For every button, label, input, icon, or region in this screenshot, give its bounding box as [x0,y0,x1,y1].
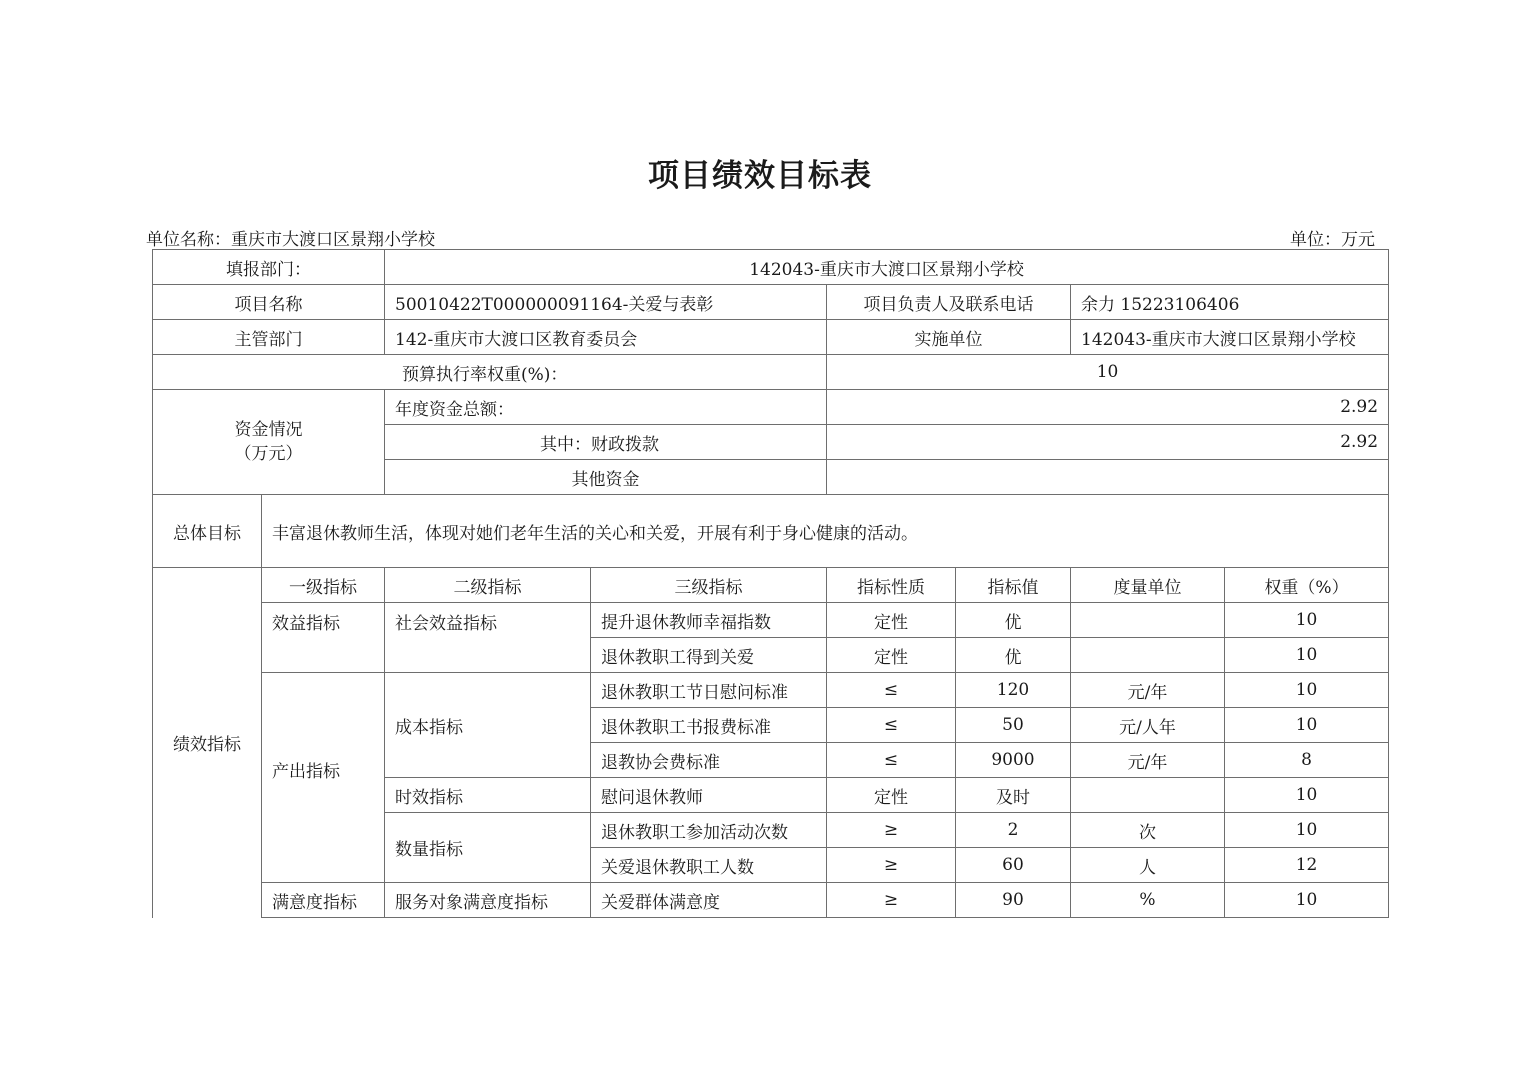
indicator-unit: 元/人年 [1071,708,1225,743]
level1-satisfaction: 满意度指标 [262,883,385,918]
goal-text: 丰富退休教师生活，体现对她们老年生活的关心和关爱，开展有利于身心健康的活动。 [262,495,1389,568]
indicator-value: 50 [956,708,1071,743]
indicator-weight: 10 [1225,883,1389,918]
goal-label: 总体目标 [153,495,262,568]
leader-label: 项目负责人及联系电话 [827,285,1071,320]
funds-label-line1: 资金情况 [234,420,303,440]
indicator-name: 提升退休教师幸福指数 [591,603,827,638]
indicator-nature: 定性 [827,603,956,638]
budget-rate-value: 10 [827,355,1389,390]
indicator-nature: ≤ [827,673,956,708]
indicator-name: 退休教职工书报费标准 [591,708,827,743]
indicator-unit: 次 [1071,813,1225,848]
supervisor-value: 142-重庆市大渡口区教育委员会 [385,320,827,355]
budget-rate-row [153,355,1389,390]
table-row [153,603,1389,638]
dept-row [153,250,1389,285]
funds-label [153,390,385,495]
indicator-value: 60 [956,848,1071,883]
funds-other-label: 其他资金 [385,460,827,495]
perf-header-row [153,568,1389,603]
goal-row [153,495,1389,568]
funds-total-label: 年度资金总额： [385,390,827,425]
indicator-unit [1071,778,1225,813]
indicator-weight: 10 [1225,778,1389,813]
funds-fiscal-value: 2.92 [827,425,1389,460]
perf-label: 绩效指标 [153,568,262,918]
indicator-weight: 10 [1225,708,1389,743]
level2-social: 社会效益指标 [385,603,591,673]
level2-quantity: 数量指标 [385,813,591,883]
perf-header-level3: 三级指标 [591,568,827,603]
funds-label-line2: （万元） [234,444,303,464]
funds-total-row [153,390,1389,425]
unit-name: 单位名称：重庆市大渡口区景翔小学校 [146,230,435,250]
dept-value: 142043-重庆市大渡口区景翔小学校 [385,250,1389,285]
indicator-value: 优 [956,603,1071,638]
level2-service: 服务对象满意度指标 [385,883,591,918]
perf-header-weight: 权重（%） [1225,568,1389,603]
indicator-value: 9000 [956,743,1071,778]
indicator-nature: 定性 [827,778,956,813]
indicator-nature: ≥ [827,813,956,848]
project-row [153,285,1389,320]
funds-fiscal-label: 其中：财政拨款 [385,425,827,460]
level1-output: 产出指标 [262,673,385,883]
supervisor-label: 主管部门 [153,320,385,355]
indicator-name: 关爱群体满意度 [591,883,827,918]
supervisor-row [153,320,1389,355]
indicator-nature: 定性 [827,638,956,673]
indicator-unit: 人 [1071,848,1225,883]
performance-target-table [152,249,1389,918]
indicator-unit: 元/年 [1071,673,1225,708]
currency-unit: 单位：万元 [1290,230,1375,250]
level2-time: 时效指标 [385,778,591,813]
project-name-label: 项目名称 [153,285,385,320]
indicator-unit [1071,603,1225,638]
table-row [153,883,1389,918]
indicator-name: 退休教职工节日慰问标准 [591,673,827,708]
budget-rate-label: 预算执行率权重(%)： [153,355,827,390]
leader-value: 余力 15223106406 [1071,285,1389,320]
indicator-nature: ≤ [827,743,956,778]
indicator-weight: 10 [1225,673,1389,708]
indicator-name: 退教协会费标准 [591,743,827,778]
indicator-value: 120 [956,673,1071,708]
indicator-nature: ≥ [827,848,956,883]
perf-header-unit: 度量单位 [1071,568,1225,603]
indicator-weight: 10 [1225,638,1389,673]
indicator-weight: 12 [1225,848,1389,883]
indicator-name: 退休教职工参加活动次数 [591,813,827,848]
indicator-value: 90 [956,883,1071,918]
indicator-nature: ≤ [827,708,956,743]
perf-header-nature: 指标性质 [827,568,956,603]
indicator-value: 及时 [956,778,1071,813]
table-row [153,673,1389,708]
project-name-value: 50010422T000000091164-关爱与表彰 [385,285,827,320]
indicator-nature: ≥ [827,883,956,918]
impl-value: 142043-重庆市大渡口区景翔小学校 [1071,320,1389,355]
funds-other-value [827,460,1389,495]
funds-total-value: 2.92 [827,390,1389,425]
indicator-name: 退休教职工得到关爱 [591,638,827,673]
level2-cost: 成本指标 [385,673,591,778]
impl-label: 实施单位 [827,320,1071,355]
indicator-value: 2 [956,813,1071,848]
indicator-weight: 10 [1225,813,1389,848]
indicator-weight: 10 [1225,603,1389,638]
indicator-unit: 元/年 [1071,743,1225,778]
indicator-value: 优 [956,638,1071,673]
indicator-unit [1071,638,1225,673]
perf-header-value: 指标值 [956,568,1071,603]
page-title: 项目绩效目标表 [648,158,872,194]
dept-label: 填报部门： [153,250,385,285]
level1-benefit: 效益指标 [262,603,385,673]
indicator-name: 关爱退休教职工人数 [591,848,827,883]
indicator-weight: 8 [1225,743,1389,778]
perf-header-level1: 一级指标 [262,568,385,603]
indicator-unit: % [1071,883,1225,918]
perf-header-level2: 二级指标 [385,568,591,603]
indicator-name: 慰问退休教师 [591,778,827,813]
